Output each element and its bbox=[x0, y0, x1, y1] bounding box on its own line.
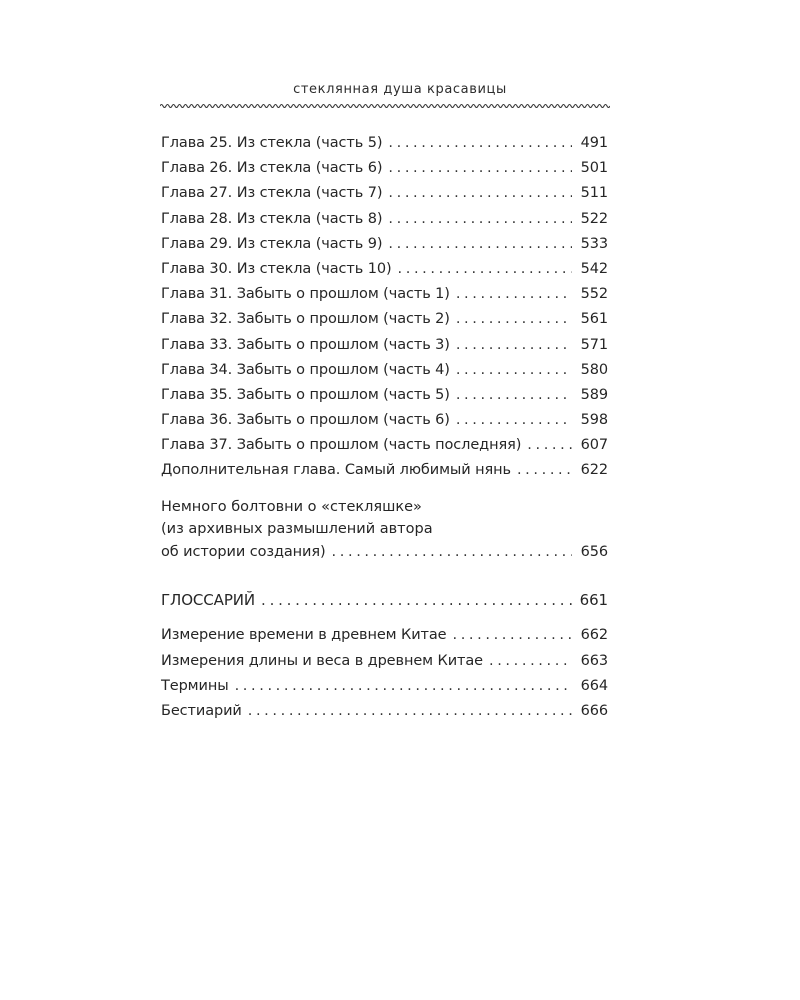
toc-entry-page: 662 bbox=[580, 627, 608, 644]
toc-entry-page: 661 bbox=[579, 591, 608, 610]
toc-entry-title: Глава 34. Забыть о прошлом (часть 4) bbox=[161, 361, 450, 378]
toc-entry-page: 542 bbox=[580, 260, 608, 277]
dot-leader bbox=[388, 131, 572, 156]
spacer bbox=[161, 613, 608, 623]
toc-entry-title-line: Немного болтовни о «стекляшке» bbox=[161, 498, 422, 515]
toc-entry-title: Глава 32. Забыть о прошлом (часть 2) bbox=[161, 311, 450, 328]
dot-leader bbox=[235, 674, 572, 699]
toc-entry-chapter-36[interactable] bbox=[161, 408, 608, 433]
toc-entry-chapter-32[interactable] bbox=[161, 307, 608, 332]
dot-leader bbox=[517, 458, 572, 483]
toc-entry-page: 552 bbox=[580, 286, 608, 303]
toc-entry-chapter-31[interactable] bbox=[161, 282, 608, 307]
dot-leader bbox=[332, 541, 572, 564]
dot-leader bbox=[388, 207, 572, 232]
toc-entry-title: Бестиарий bbox=[161, 702, 242, 719]
toc-entry-title-line: (из архивных размышлений автора bbox=[161, 521, 433, 538]
spacer bbox=[161, 563, 608, 588]
toc-entry-page: 656 bbox=[580, 543, 608, 560]
table-of-contents bbox=[161, 131, 608, 724]
toc-entry-title: Термины bbox=[161, 677, 229, 694]
toc-entry-chapter-28[interactable] bbox=[161, 207, 608, 232]
toc-entry-title: Глава 37. Забыть о прошлом (часть последняя) bbox=[161, 437, 522, 454]
dot-leader bbox=[388, 232, 572, 257]
dot-leader bbox=[456, 408, 572, 433]
toc-entry-chapter-34[interactable] bbox=[161, 358, 608, 383]
toc-entry-chapter-26[interactable] bbox=[161, 156, 608, 181]
toc-entry-page: 561 bbox=[580, 311, 608, 328]
toc-entry-chapter-25[interactable] bbox=[161, 131, 608, 156]
dot-leader bbox=[453, 623, 573, 648]
toc-entry-page: 622 bbox=[580, 462, 608, 479]
toc-entry-chapter-30[interactable] bbox=[161, 257, 608, 282]
dot-leader bbox=[456, 307, 572, 332]
toc-entry-title: Измерение времени в древнем Китае bbox=[161, 627, 447, 644]
toc-entry-chapter-27[interactable] bbox=[161, 181, 608, 206]
toc-entry-title: Глава 29. Из стекла (часть 9) bbox=[161, 235, 383, 252]
toc-entry-page: 607 bbox=[580, 437, 608, 454]
toc-entry-chapter-33[interactable] bbox=[161, 333, 608, 358]
toc-entry-title: Глава 33. Забыть о прошлом (часть 3) bbox=[161, 336, 450, 353]
toc-entry-chapter-35[interactable] bbox=[161, 383, 608, 408]
toc-entry-length-weight[interactable] bbox=[161, 649, 608, 674]
toc-entry-title: Глава 36. Забыть о прошлом (часть 6) bbox=[161, 412, 450, 429]
wavy-divider bbox=[160, 100, 610, 112]
toc-entry-title: Измерения длины и веса в древнем Китае bbox=[161, 652, 483, 669]
toc-entry-page: 491 bbox=[580, 135, 608, 151]
toc-entry-page: 533 bbox=[580, 235, 608, 252]
toc-entry-title: Глава 26. Из стекла (часть 6) bbox=[161, 160, 383, 177]
toc-entry-title: Дополнительная глава. Самый любимый нянь bbox=[161, 462, 511, 479]
toc-entry-page: 589 bbox=[580, 386, 608, 403]
toc-entry-time-measurement[interactable] bbox=[161, 623, 608, 648]
toc-entry-title: Глава 35. Забыть о прошлом (часть 5) bbox=[161, 386, 450, 403]
toc-entry-page: 664 bbox=[580, 677, 608, 694]
toc-entry-page: 501 bbox=[580, 160, 608, 177]
dot-leader bbox=[456, 358, 572, 383]
dot-leader bbox=[388, 156, 572, 181]
toc-entry-page: 663 bbox=[580, 652, 608, 669]
dot-leader bbox=[456, 333, 572, 358]
toc-entry-title: Глава 28. Из стекла (часть 8) bbox=[161, 210, 383, 227]
spacer bbox=[161, 484, 608, 496]
toc-entry-title: Глава 27. Из стекла (часть 7) bbox=[161, 185, 383, 202]
toc-entry-title: Глава 30. Из стекла (часть 10) bbox=[161, 260, 392, 277]
toc-entry-page: 522 bbox=[580, 210, 608, 227]
dot-leader bbox=[456, 383, 572, 408]
dot-leader bbox=[388, 181, 572, 206]
toc-entry-bonus-chapter[interactable] bbox=[161, 458, 608, 483]
dot-leader bbox=[489, 649, 572, 674]
toc-entry-title: ГЛОССАРИЙ bbox=[161, 591, 256, 610]
dot-leader bbox=[527, 433, 572, 458]
toc-entry-page: 571 bbox=[580, 336, 608, 353]
toc-entry-terms[interactable] bbox=[161, 674, 608, 699]
dot-leader bbox=[398, 257, 572, 282]
toc-entry-chapter-37[interactable] bbox=[161, 433, 608, 458]
toc-entry-page: 598 bbox=[580, 412, 608, 429]
toc-entry-chapter-29[interactable] bbox=[161, 232, 608, 257]
dot-leader bbox=[248, 699, 572, 724]
toc-entry-page: 511 bbox=[580, 185, 608, 202]
toc-entry-title: Глава 25. Из стекла (часть 5) bbox=[161, 135, 383, 151]
toc-entry-glossary[interactable] bbox=[161, 588, 608, 613]
toc-entry-bestiary[interactable] bbox=[161, 699, 608, 724]
toc-entry-page: 580 bbox=[580, 361, 608, 378]
toc-entry-author-notes[interactable] bbox=[161, 496, 608, 564]
toc-entry-title-line: об истории создания) bbox=[161, 543, 326, 560]
toc-entry-page: 666 bbox=[580, 702, 608, 719]
toc-entry-title: Глава 31. Забыть о прошлом (часть 1) bbox=[161, 286, 450, 303]
dot-leader bbox=[261, 588, 572, 613]
dot-leader bbox=[456, 282, 572, 307]
running-head-title: стеклянная душа красавицы bbox=[293, 82, 507, 97]
